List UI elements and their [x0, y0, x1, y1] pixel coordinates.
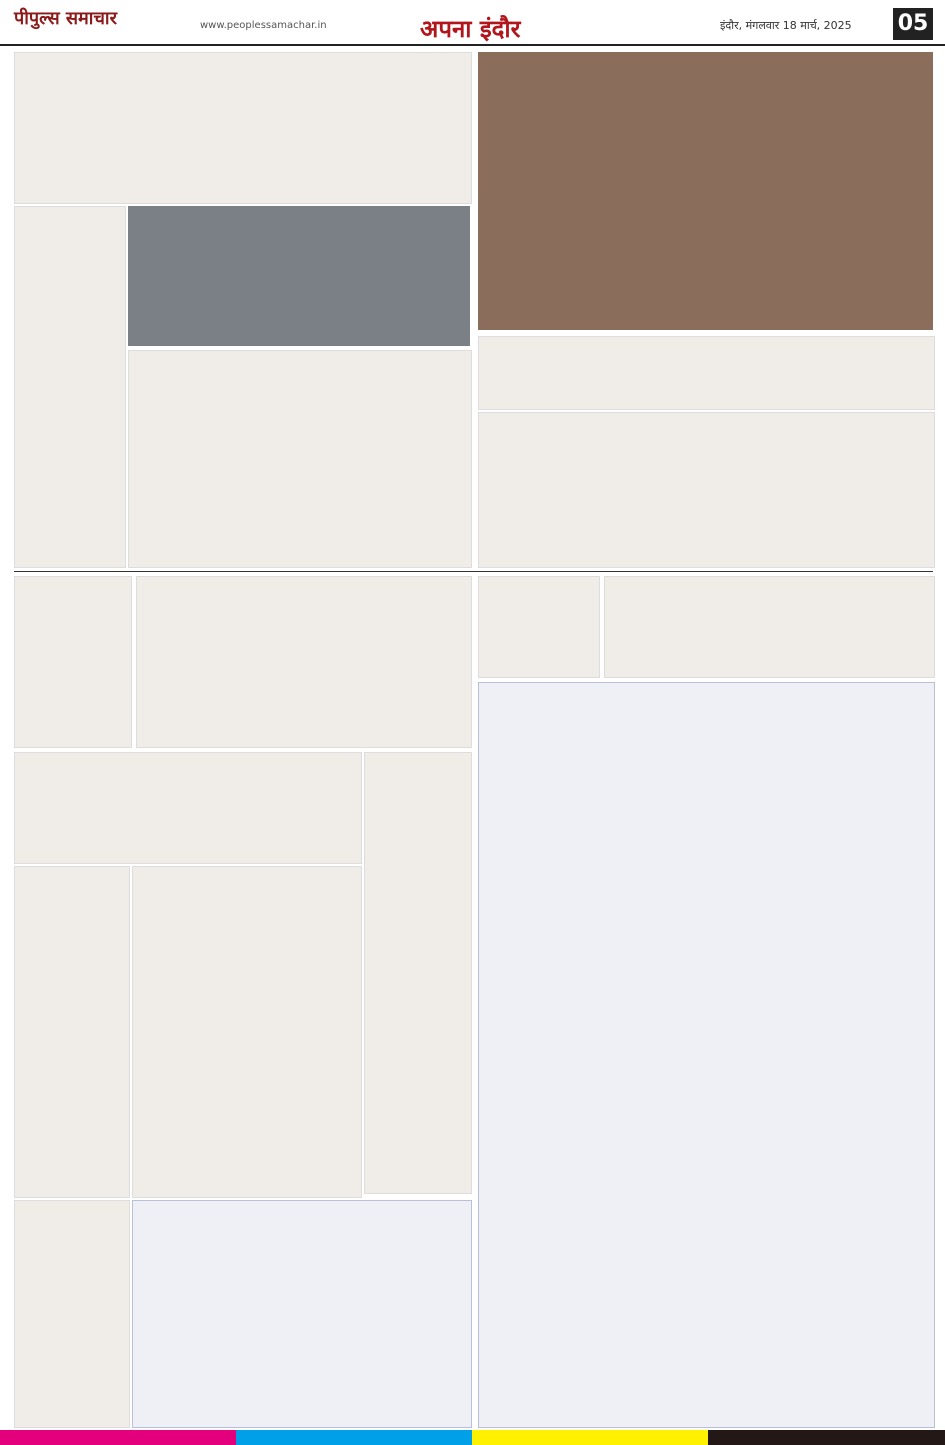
- lead-story-photo: [128, 206, 470, 346]
- section-divider: [14, 571, 933, 572]
- diversion-points-box: [132, 866, 362, 1198]
- page-number: 05: [893, 8, 933, 40]
- print-color-swatch: [236, 1430, 472, 1445]
- fire-photo: [478, 52, 933, 330]
- print-color-swatch: [472, 1430, 708, 1445]
- issue-date: इंदौर, मंगलवार 18 मार्च, 2025: [720, 19, 852, 32]
- house-theft-story: [14, 1200, 130, 1428]
- drugs-story: [14, 576, 132, 748]
- lead-story-body: [128, 350, 472, 568]
- si-push-story-headline: [478, 576, 600, 678]
- fire-headline-area: [478, 336, 935, 410]
- masthead: पीपुल्स समाचार: [14, 8, 117, 29]
- traffic-headline-area: [14, 752, 362, 864]
- masthead-url: www.peoplessamachar.in: [200, 20, 327, 31]
- traffic-story-body: [14, 866, 130, 1198]
- bank-of-india-notice: [132, 1200, 472, 1428]
- au-bank-notice: [478, 682, 935, 1428]
- police-station-story: [136, 576, 472, 748]
- si-push-story-body: [604, 576, 935, 678]
- lead-headline-area: [14, 52, 472, 204]
- combing-story: [364, 752, 472, 1194]
- print-color-swatch: [708, 1430, 945, 1445]
- print-color-swatch: [0, 1430, 236, 1445]
- lead-story-text-column: [14, 206, 126, 568]
- section-title: अपना इंदौर: [420, 15, 521, 43]
- fire-story-body: [478, 412, 935, 568]
